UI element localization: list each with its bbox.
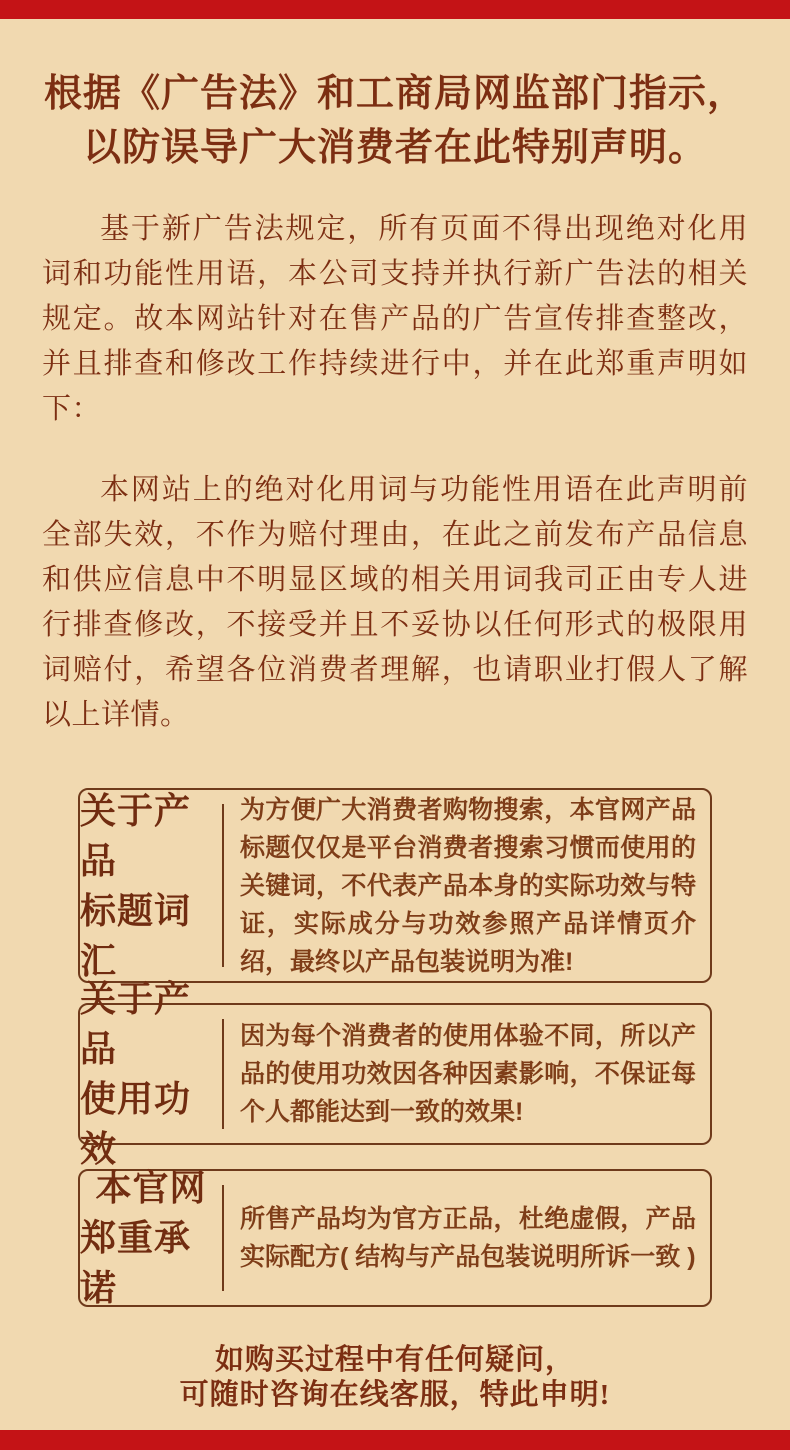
notice-box-product-title <box>78 788 712 983</box>
notice-box-body <box>224 790 710 981</box>
notice-box-body-text: 为方便广大消费者购物搜索，本官网产品标题仅仅是平台消费者搜索习惯而使用的关键词，不代表产品本身的实际功效与特证，实际成分与功效参照产品详情页介绍，最终以产品包装说明为准! <box>240 795 696 976</box>
notice-box-label <box>80 979 222 1169</box>
declaration-paragraph-1: 基于新广告法规定，所有页面不得出现绝对化用词和功能性用语，本公司支持并执行新广告法的相关规定。故本网站针对在售产品的广告宣传排查整改，并且排查和修改工作持续进行中，并在此郑重声明如下： <box>42 213 748 425</box>
notice-box-product-effect <box>78 979 712 1169</box>
footer-note-line2: 可随时咨询在线客服，特此申明! <box>179 1379 611 1411</box>
notice-box-body <box>224 1005 710 1143</box>
page-title-line2: 以防误导广大消费者在此特别声明。 <box>82 127 707 169</box>
top-red-bar <box>0 0 790 19</box>
notice-box-body-text: 因为每个消费者的使用体验不同，所以产品的使用功效因各种因素影响，不保证每个人都能达到一致的效果! <box>240 1022 696 1126</box>
notice-box-body <box>224 1171 710 1305</box>
notice-box-label-line1: 关于产品 <box>80 790 192 881</box>
notice-box-label-line1: 关于产品 <box>80 979 192 1069</box>
notice-box-label <box>80 790 222 981</box>
notice-box-label <box>80 1168 222 1308</box>
page-title <box>0 67 790 175</box>
page-title-line1: 根据《广告法》和工商局网监部门指示， <box>43 73 746 115</box>
declaration-paragraph-2: 本网站上的绝对化用词与功能性用语在此声明前全部失效，不作为赔付理由，在此之前发布产品信息和供应信息中不明显区域的相关用词我司正由专人进行排查修改，不接受并且不妥协以任何形式的极限用词赔付，希望各位消费者理解，也请职业打假人了解以上详情。 <box>42 474 748 731</box>
notice-box-body-text: 所售产品均为官方正品，杜绝虚假，产品实际配方( 结构与产品包装说明所诉一致 ) <box>240 1205 696 1271</box>
notice-box-label-line1: 本官网 <box>95 1168 207 1208</box>
bottom-red-bar <box>0 1430 790 1450</box>
footer-note <box>0 1343 790 1413</box>
notice-box-official-promise <box>78 1169 712 1307</box>
footer-note-line1: 如购买过程中有任何疑问， <box>214 1344 575 1376</box>
notice-box-label-line2: 标题词汇 <box>80 890 192 981</box>
notice-box-label-line2: 郑重承诺 <box>80 1218 192 1308</box>
notice-box-label-line2: 使用功效 <box>80 1079 192 1169</box>
